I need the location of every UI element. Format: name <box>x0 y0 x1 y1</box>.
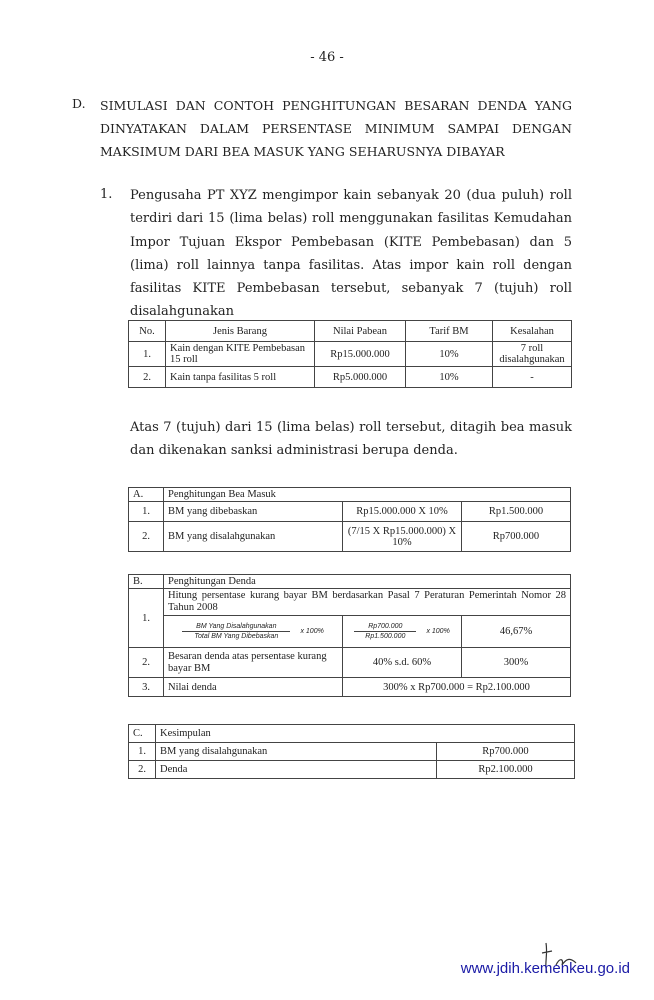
table-letter: B. <box>129 575 164 589</box>
table-title-row <box>129 725 575 743</box>
table-row <box>129 761 575 779</box>
cell-amount: Rp700.000 <box>437 743 575 761</box>
paragraph-import-description: Pengusaha PT XYZ mengimpor kain sebanyak 20 (dua puluh) roll terdiri dari 15 (lima belas) roll menggunakan fasilitas Kemudahan Impor Tujuan Ekspor Pembebasan (KITE Pembebasan) dan 5 (lima) roll lainnya tanpa fasilitas. Atas impor kain roll dengan fasilitas KITE Pembebasan tersebut, sebanyak 7 (tujuh) roll disalahgunakan <box>130 188 572 320</box>
cell-value: 300% <box>462 648 571 678</box>
cell-jenis-barang: Kain tanpa fasilitas 5 roll <box>166 367 315 388</box>
cell-label: BM yang disalahgunakan <box>156 743 437 761</box>
cell-description: Nilai denda <box>164 678 343 697</box>
cell-amount: Rp1.500.000 <box>462 502 571 522</box>
header-kesalahan: Kesalahan <box>493 321 572 342</box>
cell-no: 1. <box>129 502 164 522</box>
table-row <box>129 522 571 552</box>
cell-value: 300% x Rp700.000 = Rp2.100.000 <box>343 678 571 697</box>
cell-tarif-bm: 10% <box>406 342 493 367</box>
cell-nilai-pabean: Rp5.000.000 <box>315 367 406 388</box>
header-no: No. <box>129 321 166 342</box>
paragraph-sanction: Atas 7 (tujuh) dari 15 (lima belas) roll tersebut, ditagih bea masuk dan dikenakan sanksi administrasi berupa denda. <box>130 420 572 459</box>
cell-no: 2. <box>129 367 166 388</box>
header-tarif-bm: Tarif BM <box>406 321 493 342</box>
cell-formula-generic <box>164 616 343 648</box>
cell-range: 40% s.d. 60% <box>343 648 462 678</box>
goods-table-header <box>129 321 572 342</box>
table-bea-masuk <box>128 487 571 552</box>
fraction-multiplier: x 100% <box>300 628 324 635</box>
fraction-numerator: Rp700.000 <box>354 623 416 632</box>
table-row <box>129 616 571 648</box>
section-title-line-3: MAKSIMUM DARI BEA MASUK YANG SEHARUSNYA DIBAYAR <box>100 144 505 159</box>
table-title: Kesimpulan <box>156 725 575 743</box>
table-row <box>129 648 571 678</box>
cell-no: 3. <box>129 678 164 697</box>
table-row <box>129 367 572 388</box>
cell-amount: Rp700.000 <box>462 522 571 552</box>
goods-table <box>128 320 572 388</box>
header-jenis-barang: Jenis Barang <box>166 321 315 342</box>
cell-no: 2. <box>129 761 156 779</box>
cell-no: 1. <box>129 589 164 648</box>
cell-formula-values <box>343 616 462 648</box>
cell-result: 46,67% <box>462 616 571 648</box>
cell-formula: Rp15.000.000 X 10% <box>343 502 462 522</box>
fraction-denominator: Rp1.500.000 <box>365 633 406 640</box>
table-row <box>129 589 571 616</box>
table-row <box>129 678 571 697</box>
cell-kesalahan: 7 roll disalahgunakan <box>493 342 572 367</box>
section-title-line-1: SIMULASI DAN CONTOH PENGHITUNGAN BESARAN DENDA YANG <box>100 98 572 113</box>
table-title: Penghitungan Bea Masuk <box>164 488 571 502</box>
fraction-numerator: BM Yang Disalahgunakan <box>182 623 290 632</box>
cell-jenis-barang: Kain dengan KITE Pembebasan 15 roll <box>166 342 315 367</box>
table-denda <box>128 574 571 697</box>
cell-label: BM yang dibebaskan <box>164 502 343 522</box>
fraction-multiplier: x 100% <box>426 628 450 635</box>
table-title-row <box>129 488 571 502</box>
item-number: 1. <box>100 187 113 202</box>
table-row <box>129 342 572 367</box>
cell-no: 1. <box>129 743 156 761</box>
cell-no: 2. <box>129 648 164 678</box>
cell-no: 2. <box>129 522 164 552</box>
cell-formula: (7/15 X Rp15.000.000) X 10% <box>343 522 462 552</box>
cell-kesalahan: - <box>493 367 572 388</box>
cell-amount: Rp2.100.000 <box>437 761 575 779</box>
table-title: Penghitungan Denda <box>164 575 571 589</box>
table-letter: A. <box>129 488 164 502</box>
page-number: - 46 - <box>310 50 344 65</box>
cell-tarif-bm: 10% <box>406 367 493 388</box>
section-title-line-2: DINYATAKAN DALAM PERSENTASE MINIMUM SAMPAI DENGAN <box>100 121 572 136</box>
table-row <box>129 743 575 761</box>
section-letter: D. <box>72 96 86 111</box>
cell-label: Denda <box>156 761 437 779</box>
cell-description: Hitung persentase kurang bayar BM berdasarkan Pasal 7 Peraturan Pemerintah Nomor 28 Tahun 2008 <box>164 589 571 616</box>
table-row <box>129 502 571 522</box>
section-title <box>100 94 572 163</box>
cell-no: 1. <box>129 342 166 367</box>
header-nilai-pabean: Nilai Pabean <box>315 321 406 342</box>
table-kesimpulan <box>128 724 575 779</box>
cell-label: BM yang disalahgunakan <box>164 522 343 552</box>
footer-url: www.jdih.kemenkeu.go.id <box>460 960 630 977</box>
table-title-row <box>129 575 571 589</box>
cell-description: Besaran denda atas persentase kurang bayar BM <box>164 648 343 678</box>
fraction-denominator: Total BM Yang Dibebaskan <box>194 633 279 640</box>
cell-nilai-pabean: Rp15.000.000 <box>315 342 406 367</box>
table-letter: C. <box>129 725 156 743</box>
